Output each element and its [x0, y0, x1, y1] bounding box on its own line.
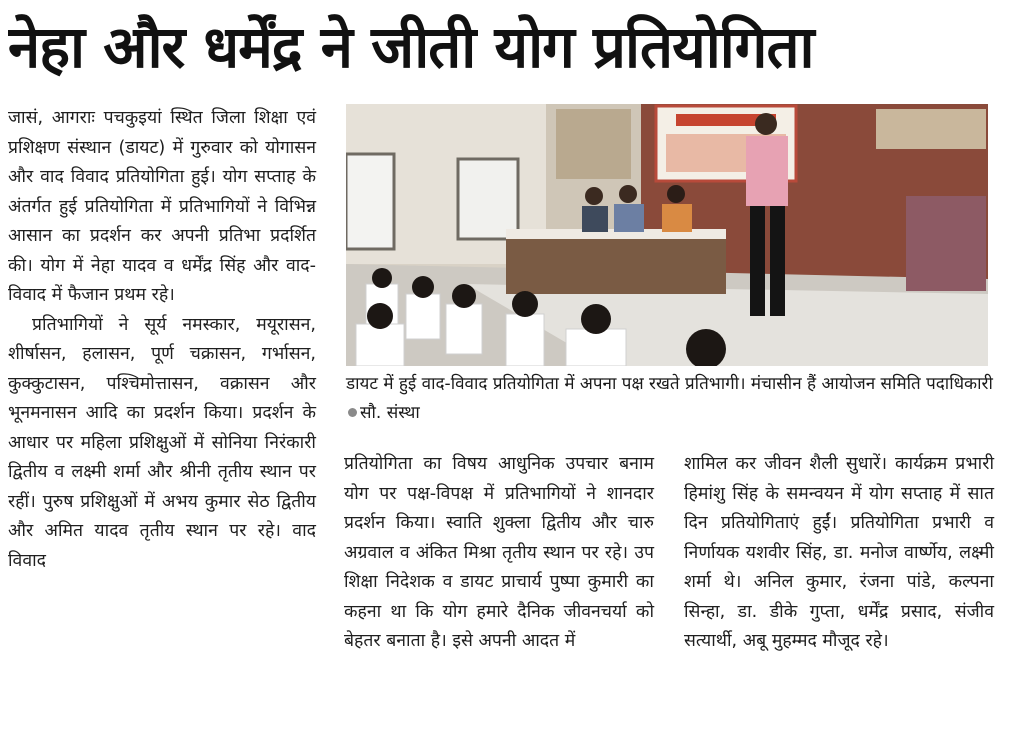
photo-credit: सौ. संस्था [360, 403, 420, 423]
article-paragraph-debate: प्रतियोगिता का विषय आधुनिक उपचार बनाम योग पर पक्ष-विपक्ष में प्रतिभागियों ने शानदार प्रदर्शन किया। स्वाति शुक्ला द्वितीय और चारु अग्रवाल व अंकित मिश्रा तृतीय स्थान पर रहे। उप शिक्षा निदेशक व डायट प्राचार्य पुष्पा कुमारी का कहना था कि योग हमारे दैनिक जीवनचर्या को बेहतर बनाता है। इसे अपनी आदत में [344, 454, 654, 651]
caption-text: डायट में हुई वाद-विवाद प्रतियोगिता में अपना पक्ष रखते प्रतिभागी। मंचासीन हैं आयोजन समिति पदाधिकारी [346, 374, 993, 394]
article-column-2 [344, 450, 654, 657]
credit-dot-icon [348, 408, 357, 417]
article-paragraph-results: प्रतिभागियों ने सूर्य नमस्कार, मयूरासन, शीर्षासन, हलासन, पूर्ण चक्रासन, गर्भासन, कुक्कुटासन, पश्चिमोत्तासन, वक्रासन और भूनमनासन आदि का प्रदर्शन किया। प्रदर्शन के आधार पर महिला प्रशिक्षुओं में सोनिया निरंकारी द्वितीय व लक्ष्मी शर्मा और श्रीनी तृतीय स्थान पर रहीं। पुरुष प्रशिक्षुओं में अभय कुमार सेठ द्वितीय और अमित यादव तृतीय स्थान पर रहे। वाद विवाद [8, 314, 316, 571]
article-column-1 [8, 104, 316, 576]
news-photo [346, 104, 988, 366]
photo-caption [346, 370, 998, 428]
article-paragraph-intro: जासं, आगराः पचकुइयां स्थित जिला शिक्षा एवं प्रशिक्षण संस्थान (डायट) में गुरुवार को योगासन और वाद विवाद प्रतियोगिता हुई। योग सप्ताह के अंतर्गत हुई प्रतियोगिता में प्रतिभागियों ने विभिन्न आसान का प्रदर्शन कर अपनी प्रतिभा प्रदर्शित की। योग में नेहा यादव व धर्मेंद्र सिंह और वाद-विवाद में फैजान प्रथम रहे। [8, 108, 316, 305]
article-column-3 [684, 450, 994, 657]
headline: नेहा और धर्मेंद्र ने जीती योग प्रतियोगिता [8, 13, 814, 81]
article-paragraph-organizers: शामिल कर जीवन शैली सुधारें। कार्यक्रम प्रभारी हिमांशु सिंह के समन्वयन में योग सप्ताह में सात दिन प्रतियोगिताएं हुईं। प्रतियोगिता प्रभारी व निर्णायक यशवीर सिंह, डा. मनोज वार्ष्णेय, लक्ष्मी शर्मा थे। अनिल कुमार, रंजना पांडे, कल्पना सिन्हा, डा. डीके गुप्ता, धर्मेंद्र प्रसाद, संजीव सत्यार्थी, अबू मुहम्मद मौजूद रहे। [684, 454, 994, 651]
